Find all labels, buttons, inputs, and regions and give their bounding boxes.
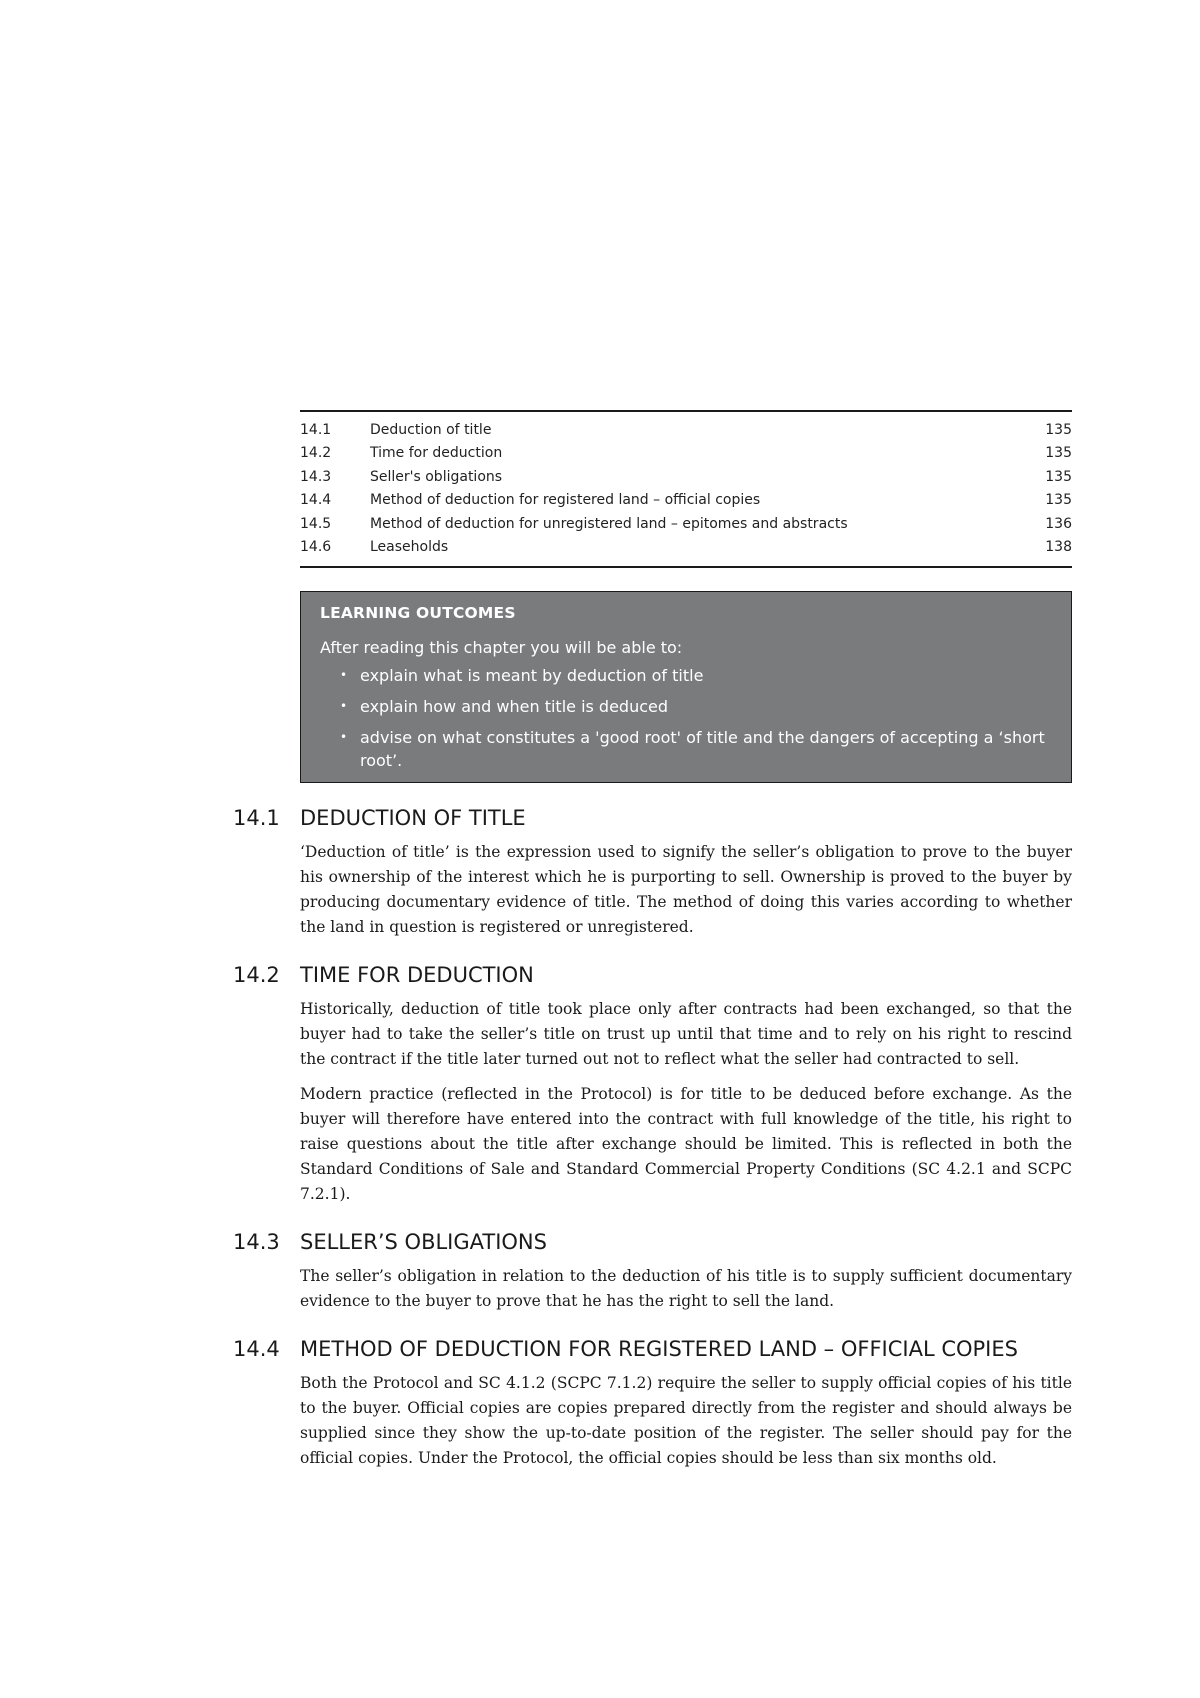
learning-outcomes-box — [300, 591, 1072, 783]
bullet-icon: • — [340, 730, 348, 745]
toc-row[interactable] — [300, 536, 1072, 559]
list-item — [320, 664, 1053, 687]
toc-page: 135 — [1045, 445, 1072, 462]
list-item-text: explain how and when title is deduced — [360, 697, 669, 717]
section-heading — [233, 1337, 1072, 1361]
section-registered-land — [233, 1337, 1072, 1471]
section-heading — [233, 963, 1072, 987]
paragraph: ‘Deduction of title’ is the expression used to signify the seller’s obligation to prove to the buyer his ownership of the interest which he is purporting to sell. Ownership is proved to the buyer by producing documentary evidence of title. The method of doing this varies according to whether the land in question is registered or unregistered. — [300, 843, 1072, 937]
section-number: 14.2 — [233, 963, 280, 988]
toc-number: 14.2 — [300, 445, 332, 462]
bullet-icon: • — [340, 668, 348, 683]
toc-number: 14.3 — [300, 468, 332, 485]
toc-number: 14.1 — [300, 422, 332, 438]
toc-number: 14.6 — [300, 539, 332, 556]
section-heading — [233, 1230, 1072, 1254]
toc-title: Time for deduction — [370, 445, 503, 462]
toc-title: Method of deduction for unregistered land – epitomes and abstracts — [370, 515, 848, 532]
toc-title: Method of deduction for registered land – official copies — [370, 492, 761, 509]
section-number: 14.3 — [233, 1230, 280, 1255]
toc-page: 135 — [1045, 492, 1072, 509]
table-of-contents — [300, 410, 1072, 568]
toc-number: 14.5 — [300, 515, 332, 532]
section-title: DEDUCTION OF TITLE — [300, 806, 526, 831]
section-number: 14.4 — [233, 1337, 280, 1362]
toc-title: Deduction of title — [370, 422, 492, 438]
toc-row[interactable] — [300, 442, 1072, 465]
section-title: TIME FOR DEDUCTION — [300, 963, 534, 988]
toc-page: 138 — [1045, 539, 1072, 556]
section-number: 14.1 — [233, 806, 280, 831]
toc-page: 136 — [1045, 515, 1072, 532]
paragraph: Historically, deduction of title took place only after contracts had been exchanged, so that the buyer had to take the seller’s title on trust up until that time and to rely on his right to rescind the contract if the title later turned out not to reflect what the seller had contracted to sell. — [300, 1000, 1072, 1069]
section-heading — [233, 806, 1072, 830]
list-item-text: explain what is meant by deduction of title — [360, 666, 704, 686]
paragraph: Modern practice (reflected in the Protocol) is for title to be deduced before exchange. As the buyer will therefore have entered into the contract with full knowledge of the title, his right to raise questions about the title after exchange should be limited. This is reflected in both the Standard Conditions of Sale and Standard Commercial Property Conditions (SC 4.2.1 and SCPC 7.2.1). — [300, 1085, 1072, 1204]
toc-number: 14.4 — [300, 492, 332, 509]
list-item-text: advise on what constitutes a 'good root' of title and the dangers of accepting a ‘short root’. — [360, 728, 1045, 771]
list-item — [320, 726, 1053, 772]
section-sellers-obligations — [233, 1230, 1072, 1314]
toc-row[interactable] — [300, 513, 1072, 536]
learning-outcomes-intro: After reading this chapter you will be able to: — [320, 638, 683, 658]
section-deduction-of-title — [233, 806, 1072, 940]
toc-row[interactable] — [300, 489, 1072, 512]
toc-row[interactable] — [300, 419, 1072, 442]
section-title: SELLER’S OBLIGATIONS — [300, 1230, 547, 1255]
learning-outcomes-heading: LEARNING OUTCOMES — [320, 604, 516, 623]
toc-page: 135 — [1045, 468, 1072, 485]
toc-title: Leaseholds — [370, 539, 449, 556]
section-title: METHOD OF DEDUCTION FOR REGISTERED LAND – OFFICIAL COPIES — [300, 1337, 1018, 1362]
paragraph: Both the Protocol and SC 4.1.2 (SCPC 7.1.2) require the seller to supply official copies of his title to the buyer. Official copies are copies prepared directly from the register and should always be supplied since they show the up-to-date position of the register. The seller should pay for the official copies. Under the Protocol, the official copies should be less than six months old. — [300, 1374, 1072, 1468]
toc-title: Seller's obligations — [370, 468, 503, 485]
section-time-for-deduction — [233, 963, 1072, 1207]
toc-row[interactable] — [300, 466, 1072, 489]
paragraph: The seller’s obligation in relation to the deduction of his title is to supply sufficient documentary evidence to the buyer to prove that he has the right to sell the land. — [300, 1267, 1072, 1311]
list-item — [320, 695, 1053, 718]
bullet-icon: • — [340, 699, 348, 714]
page-content — [233, 410, 1072, 1481]
toc-page: 135 — [1045, 422, 1072, 438]
learning-outcomes-list — [320, 664, 1053, 772]
